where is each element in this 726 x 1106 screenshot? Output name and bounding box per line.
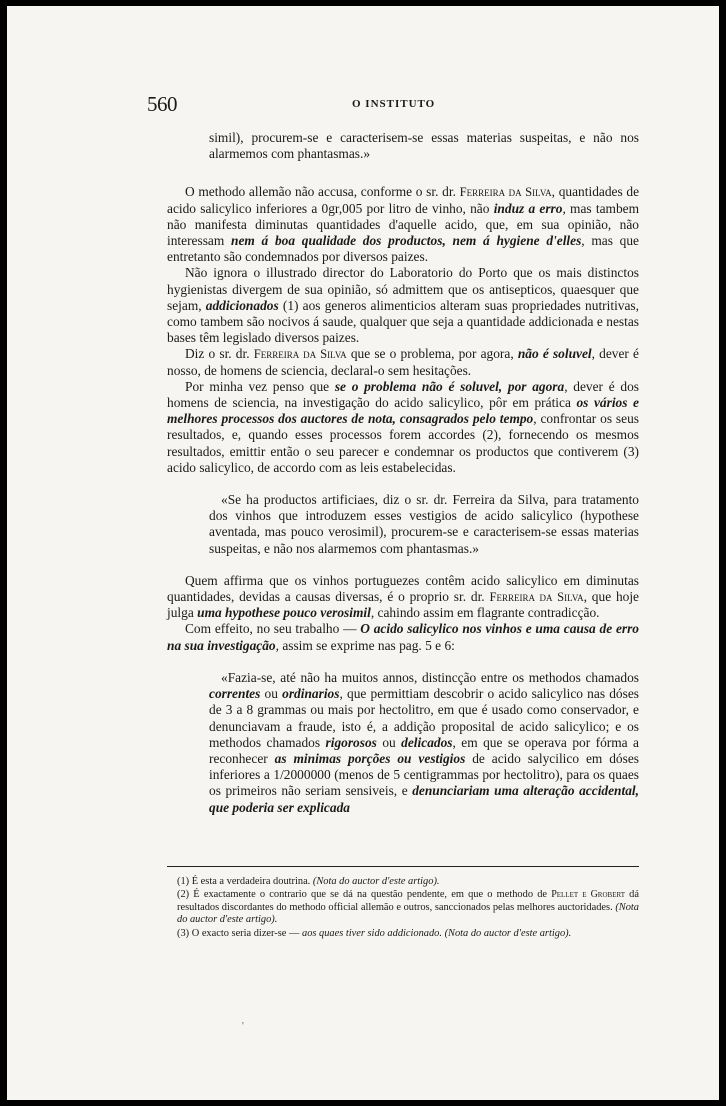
text-run: Com effeito, no seu trabalho — xyxy=(185,621,361,637)
emphasis-text: correntes xyxy=(209,686,261,702)
text-run: (1) aos generos alimenticios alteram suas propriedades nutritivas, como tambem são nocivos á saude, qualquer que seja a quantidade addicionada e nestas bases têm legislado diversos paizes. xyxy=(167,297,639,346)
paragraph-contradiction xyxy=(167,573,639,622)
paragraph-problem xyxy=(167,346,639,378)
paragraph-method xyxy=(167,184,639,265)
footnote-attribution: (Nota do auctor d'este artigo). xyxy=(441,927,572,939)
emphasis-text: os vários e melhores processos dos auctores de nota, consagrados pelo tempo xyxy=(167,395,639,427)
emphasis-text: não é soluvel xyxy=(517,346,592,362)
quote-continuation xyxy=(209,130,639,162)
footnote-attribution: (Nota do auctor d'este artigo). xyxy=(312,876,440,887)
text-run: , mas tambem não manifesta diminutas quantidades d'aquelle acido, que, em sua opinião, não interessam xyxy=(167,200,639,249)
text-run: O methodo allemão não accusa, conforme o sr. dr. xyxy=(185,184,460,200)
text-run: de acido salycilico em dóses inferiores a 1/2000000 (menos de 5 centigrammas por hectolitro), para os quaes os primeiros não seriam sensiveis, e xyxy=(209,750,639,799)
footnote-3 xyxy=(177,928,639,940)
text-run: , dever é dos homens de sciencia, na investigação do acido salicylico, pôr em prática xyxy=(167,378,639,411)
text-run: (3) O exacto seria dizer-se — xyxy=(177,927,302,939)
emphasis-text: ordinarios xyxy=(282,686,340,702)
text-run: Por minha vez penso que xyxy=(185,378,335,394)
text-run: dá resultados discordantes do methodo official allemão e outros, sanccionados pelas melhores auctoridades. xyxy=(177,889,639,913)
text-run: Quem affirma que os vinhos portuguezes contêm acido salicylico em diminutas quantidades, devidas a causas diversas, é o proprio sr. dr. xyxy=(167,572,639,605)
emphasis-text: induz a erro xyxy=(493,200,563,216)
paragraph-opinion xyxy=(167,379,639,476)
text-run: ou xyxy=(260,686,283,702)
emphasis-text: se o problema não é soluvel, por agora xyxy=(334,378,565,394)
running-title: O INSTITUTO xyxy=(352,98,436,110)
text-run: , assim se exprime nas pag. 5 e 6: xyxy=(275,637,455,653)
work-title: O acido salicylico nos vinhos e uma causa de erro na sua investigação xyxy=(167,621,640,653)
text-run: ou xyxy=(376,734,402,750)
emphasis-text: denunciariam uma alteração accidental, que poderia ser explicada xyxy=(209,783,639,815)
footnote-2 xyxy=(177,889,639,926)
text-run: , cahindo assim em flagrante contradicção. xyxy=(370,605,600,621)
emphasis-text: nem á boa qualidade dos productos, nem á hygiene d'elles xyxy=(231,233,582,249)
text-run: (1) É esta a verdadeira doutrina. xyxy=(177,876,313,887)
author-name: Ferreira da Silva xyxy=(459,185,552,200)
book-page xyxy=(7,6,719,1100)
emphasis-text: addicionados xyxy=(205,297,279,313)
author-name: Ferreira da Silva xyxy=(489,590,584,605)
emphasis-text: aos quaes tiver sido addicionado. xyxy=(302,927,442,939)
emphasis-text: delicados xyxy=(401,734,453,750)
emphasis-text: as minimas porções ou vestigios xyxy=(274,750,466,766)
emphasis-text: uma hypothese pouco verosimil xyxy=(197,605,371,621)
main-text xyxy=(167,130,639,816)
paragraph-work xyxy=(167,621,639,653)
bottom-mark: ' xyxy=(242,1021,244,1032)
footnotes xyxy=(177,876,639,941)
text-run: Diz o sr. dr. xyxy=(185,346,254,362)
author-name: Ferreira da Silva xyxy=(253,347,347,362)
text-run: , que permittiam descobrir o acido salicylico nas dóses de 3 a 8 grammas ou mais por hectolitro, em que é usado como conservador, e denunciavam a fraude, isto é, a addição proposital de acido salicylico; e os methodos chamados xyxy=(209,686,639,750)
text-run: , em que se operava por fórma a reconhecer xyxy=(209,734,639,766)
text-run: , quantidades de acido salicylico inferiores a 0gr,005 por litro de vinho, não xyxy=(167,184,640,216)
text-run: , que hoje julga xyxy=(167,589,639,621)
quote-continuation-text: simil), procurem-se e caracterisem-se essas materias suspeitas, e não nos alarmemos com phantasmas.» xyxy=(209,130,639,162)
footnote-attribution: (Nota do auctor d'este artigo). xyxy=(177,901,639,926)
text-run: que se o problema, por agora, xyxy=(346,346,518,362)
text-run: «Fazia-se, até não ha muitos annos, distincção entre os methodos chamados xyxy=(221,669,639,685)
quote-text: «Se ha productos artificiaes, diz o sr. dr. Ferreira da Silva, para tratamento dos vinhos que introduzem esses vestigios de acido salicylico (hypothese aventada, mas pouco verosimil), procurem-se e caracterisem-se essas materias suspeitas, e não nos alarmemos com phantasmas.» xyxy=(209,492,639,556)
author-name: Pellet e Grobert xyxy=(551,889,625,901)
paragraph-hygienists xyxy=(167,265,639,346)
block-quote-2 xyxy=(209,670,639,816)
footnote-1 xyxy=(177,876,639,888)
text-run: (2) É exactamente o contrario que se dá na questão pendente, em que o methodo de xyxy=(177,889,552,901)
page-number: 560 xyxy=(147,92,177,116)
text-run: , dever é nosso, de homens de sciencia, declaral-o sem hesitações. xyxy=(167,346,639,378)
footnote-rule xyxy=(167,866,639,867)
text-run: Não ignora o illustrado director do Laboratorio do Porto que os mais distinctos hygienistas divergem de sua opinião, só admittem que os antisepticos, quaesquer que sejam, xyxy=(167,265,639,313)
emphasis-text: rigorosos xyxy=(325,734,377,750)
text-run: , confrontar os seus resultados, e, quando esses processos forem accordes (2), fornecendo os mesmos resultados, emittir então o seu parecer e condemnar os productos que contiverem (3) acido salicylico, de accordo com as leis estabelecidas. xyxy=(167,411,639,475)
text-run: , mas que entretanto são condemnados por diversos paizes. xyxy=(167,233,639,265)
page-header xyxy=(7,94,719,118)
block-quote-1 xyxy=(209,492,639,557)
